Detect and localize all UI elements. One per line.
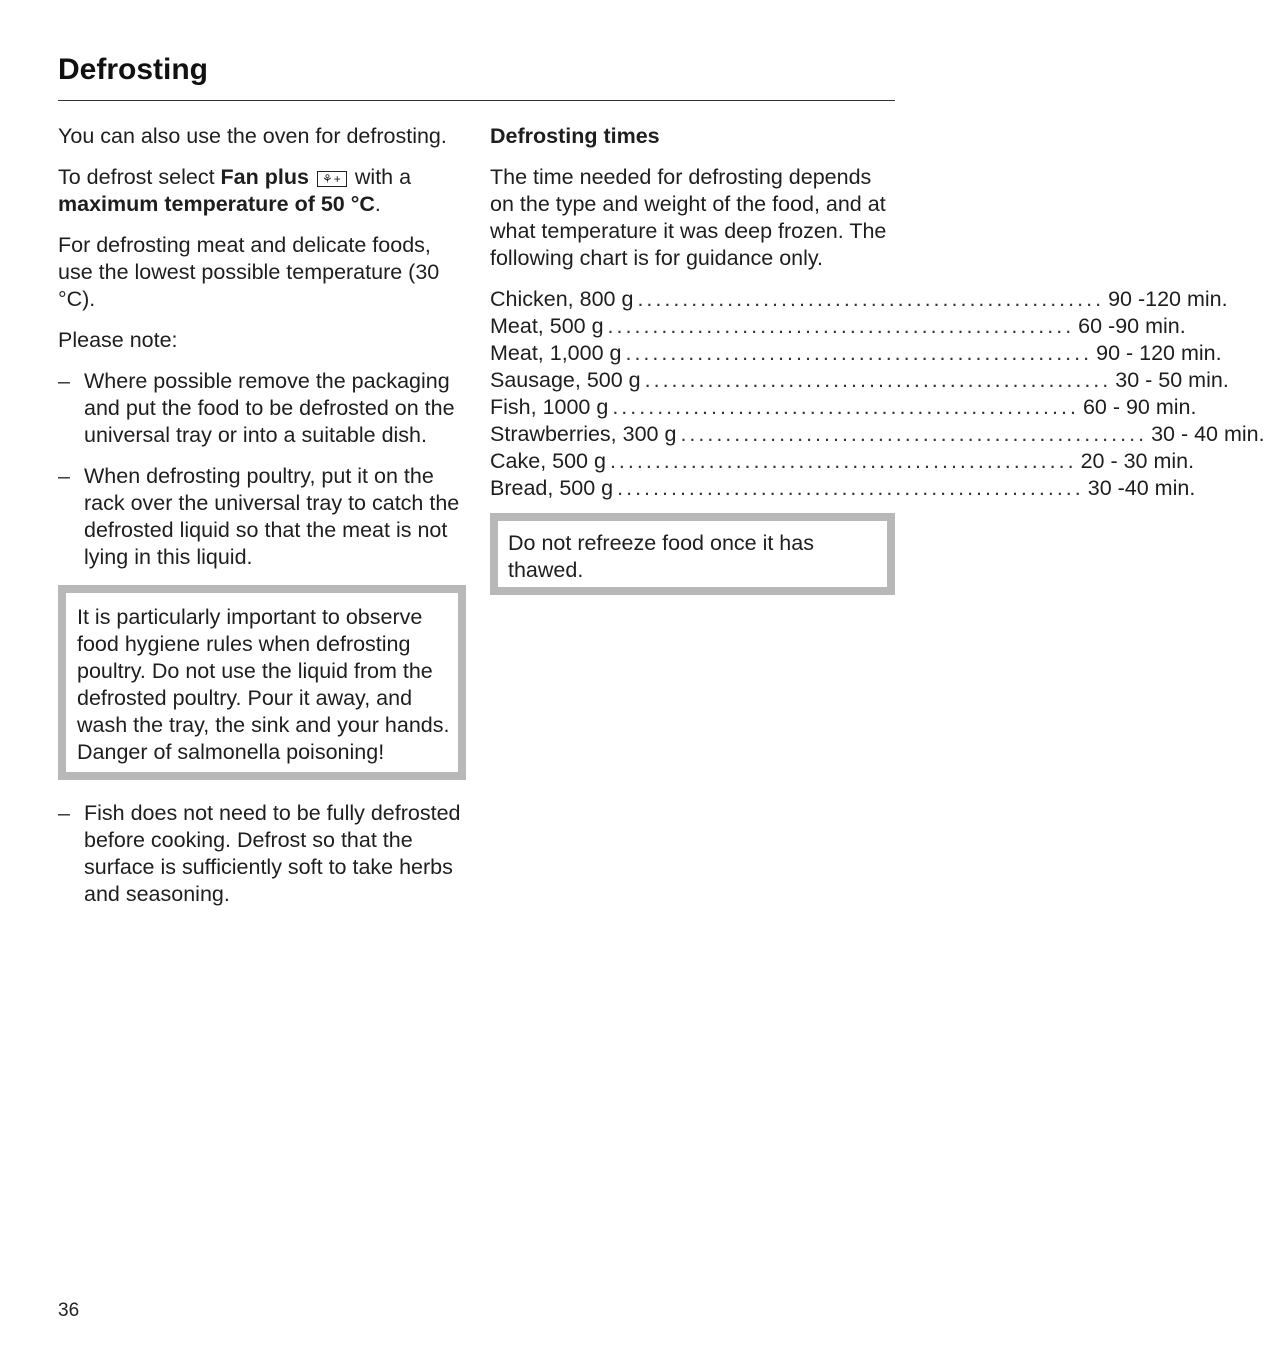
list-item-text: Where possible remove the packaging and put the food to be defrosted on the universal tray or into a suitable dish.: [84, 369, 455, 447]
salmonella-warning-box: [58, 585, 466, 780]
dot-leader: ....................................................: [609, 449, 1077, 473]
dot-leader: ....................................................: [612, 395, 1079, 419]
time-row: [490, 448, 1195, 475]
food-label: Sausage, 500 g: [490, 368, 641, 392]
food-label: Strawberries, 300 g: [490, 422, 677, 446]
note-text: Do not refreeze food once it has thawed.: [508, 531, 814, 582]
food-label: Fish, 1000 g: [490, 395, 609, 419]
time-value: 30 -40 min.: [1087, 476, 1196, 500]
food-label: Meat, 1,000 g: [490, 341, 622, 365]
defrosting-times-list: [490, 286, 1265, 502]
fan-plus-instruction: [58, 164, 466, 218]
list-item: [58, 368, 466, 449]
time-row: [490, 286, 1228, 313]
food-label: Cake, 500 g: [490, 449, 606, 473]
list-item: [58, 800, 466, 908]
dot-leader: ....................................................: [607, 314, 1075, 338]
dash-bullet: –: [58, 369, 70, 393]
dot-leader: ....................................................: [637, 287, 1105, 311]
food-label: Chicken, 800 g: [490, 287, 634, 311]
times-intro-paragraph: The time needed for defrosting depends on the type and weight of the food, and at what temperature it was deep frozen. The following chart is for guidance only.: [490, 165, 887, 270]
dot-leader: ....................................................: [625, 341, 1093, 365]
time-value: 20 - 30 min.: [1080, 449, 1195, 473]
page-number: 36: [58, 1300, 80, 1321]
list-item: [58, 463, 466, 571]
please-note-label: Please note:: [58, 328, 178, 352]
time-row: [490, 421, 1265, 448]
time-row: [490, 313, 1186, 340]
food-label: Meat, 500 g: [490, 314, 604, 338]
refreeze-note-box: [490, 513, 895, 595]
time-value: 30 - 50 min.: [1115, 368, 1229, 392]
left-column: [58, 123, 466, 922]
section-heading: Defrosting times: [490, 124, 660, 148]
time-value: 60 -90 min.: [1078, 314, 1186, 338]
instruction-prefix: To defrost select: [58, 165, 221, 189]
fan-plus-icon: ⚘+: [317, 171, 347, 187]
time-row: [490, 475, 1196, 502]
time-row: [490, 367, 1229, 394]
max-temp-label: maximum temperature of 50 °C: [58, 192, 375, 216]
time-value: 90 -120 min.: [1108, 287, 1228, 311]
dot-leader: ....................................................: [644, 368, 1112, 392]
dash-bullet: –: [58, 464, 70, 488]
dash-bullet: –: [58, 801, 70, 825]
dot-leader: ....................................................: [680, 422, 1148, 446]
meat-note-paragraph: For defrosting meat and delicate foods, use the lowest possible temperature (30 °C).: [58, 233, 440, 311]
dot-leader: ....................................................: [617, 476, 1084, 500]
list-item-text: Fish does not need to be fully defrosted before cooking. Defrost so that the surface is sufficiently soft to take herbs and seasoning.: [84, 801, 461, 906]
period-text: .: [374, 192, 381, 216]
title-divider: [58, 100, 895, 101]
warning-text: It is particularly important to observe food hygiene rules when defrosting poultry. Do not use the liquid from the defrosted poultry. Pour it away, and wash the tray, the sink and your hands. Danger of salmonella poisoning!: [77, 605, 450, 764]
fan-plus-label: Fan plus: [220, 165, 309, 189]
intro-paragraph: You can also use the oven for defrosting.: [58, 124, 447, 148]
with-a-text: with a: [348, 165, 412, 189]
time-row: [490, 394, 1197, 421]
time-value: 30 - 40 min.: [1151, 422, 1265, 446]
food-label: Bread, 500 g: [490, 476, 614, 500]
time-value: 60 - 90 min.: [1082, 395, 1197, 419]
time-row: [490, 340, 1222, 367]
list-item-text: When defrosting poultry, put it on the rack over the universal tray to catch the defrosted liquid so that the meat is not lying in this liquid.: [84, 464, 460, 569]
right-column: [490, 123, 1265, 595]
page-title: Defrosting: [58, 53, 208, 86]
time-value: 90 - 120 min.: [1096, 341, 1222, 365]
